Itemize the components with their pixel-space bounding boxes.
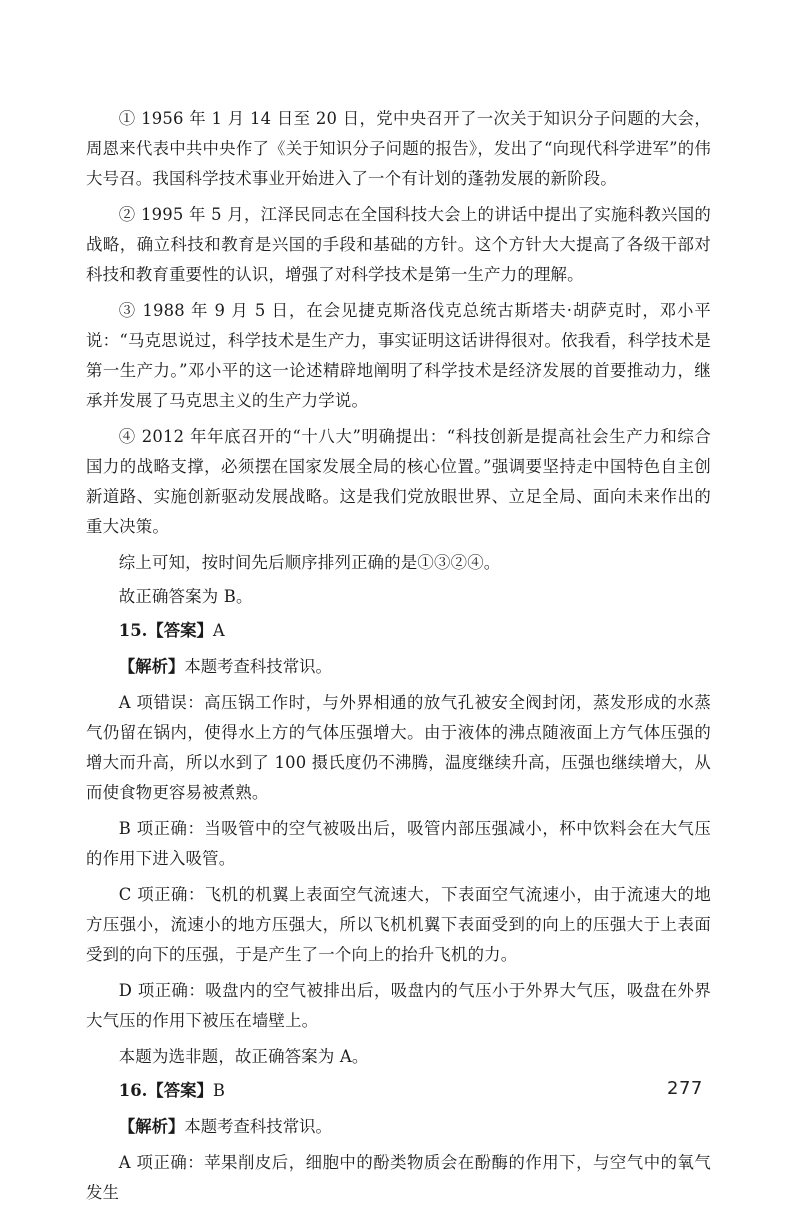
conclusion-15: 本题为选非题，故正确答案为 A。 <box>118 1047 369 1066</box>
page-body <box>86 104 711 1214</box>
option-d-15: D 项正确：吸盘内的空气被排出后，吸盘内的气压小于外界大气压，吸盘在外界大气压的作用下被压在墙壁上。 <box>86 981 711 1030</box>
analysis-text-16: 本题考查科技常识。 <box>184 1117 332 1136</box>
option-b-15: B 项正确：当吸管中的空气被吸出后，吸管内部压强减小，杯中饮料会在大气压的作用下进入吸管。 <box>86 819 711 868</box>
paragraph-item-2: ② 1995 年 5 月，江泽民同志在全国科技大会上的讲话中提出了实施科教兴国的战略，确立科技和教育是兴国的手段和基础的方针。这个方针大大提高了各级干部对科技和教育重要性的认识，增强了对科学技术是第一生产力的理解。 <box>86 205 711 284</box>
option-a-16: A 项正确：苹果削皮后，细胞中的酚类物质会在酚酶的作用下，与空气中的氧气发生 <box>86 1153 711 1202</box>
analysis-text-15: 本题考查科技常识。 <box>184 657 332 676</box>
answer-value-16: B <box>212 1081 225 1100</box>
answer-15 <box>86 616 711 646</box>
paragraph-item-1: ① 1956 年 1 月 14 日至 20 日，党中央召开了一次关于知识分子问题的大会，周恩来代表中共中央作了《关于知识分子问题的报告》，发出了“向现代科学进军”的伟大号召。我国科学技术事业开始进入了一个有计划的蓬勃发展的新阶段。 <box>86 109 711 188</box>
summary-line: 综上可知，按时间先后顺序排列正确的是①③②④。 <box>118 553 501 572</box>
option-c-15: C 项正确：飞机的机翼上表面空气流速大，下表面空气流速小，由于流速大的地方压强小，流速小的地方压强大，所以飞机机翼下表面受到的向上的压强大于上表面受到的向下的压强，于是产生了一个向上的抬升飞机的力。 <box>86 885 711 964</box>
answer-label-15: 15.【答案】 <box>118 621 213 640</box>
page-number: 277 <box>667 1078 703 1099</box>
option-a-15: A 项错误：高压锅工作时，与外界相通的放气孔被安全阀封闭，蒸发形成的水蒸气仍留在锅内，使得水上方的气体压强增大。由于液体的沸点随液面上方气体压强的增大而升高，所以水到了 100 摄氏度仍不沸腾，温度继续升高，压强也继续增大，从而使食物更容易被煮熟。 <box>86 693 711 802</box>
answer-label-16: 16.【答案】 <box>118 1081 213 1100</box>
analysis-16 <box>86 1112 711 1142</box>
paragraph-item-4: ④ 2012 年年底召开的“十八大”明确提出：“科技创新是提高社会生产力和综合国力的战略支撑，必须摆在国家发展全局的核心位置。”强调要坚持走中国特色自主创新道路、实施创新驱动发展战略。这是我们党放眼世界、立足全局、面向未来作出的重大决策。 <box>86 427 711 536</box>
analysis-tag-16: 【解析】 <box>118 1117 185 1136</box>
paragraph-item-3: ③ 1988 年 9 月 5 日，在会见捷克斯洛伐克总统古斯塔夫·胡萨克时，邓小平说：“马克思说过，科学技术是生产力，事实证明这话讲得很对。依我看，科学技术是第一生产力。”邓小平的这一论述精辟地阐明了科学技术是经济发展的首要推动力，继承并发展了马克思主义的生产力学说。 <box>86 301 711 410</box>
answer-16 <box>86 1076 711 1106</box>
answer-value-15: A <box>212 621 225 640</box>
analysis-tag-15: 【解析】 <box>118 657 185 676</box>
analysis-15 <box>86 652 711 682</box>
answer-conclusion-14: 故正确答案为 B。 <box>118 587 253 606</box>
